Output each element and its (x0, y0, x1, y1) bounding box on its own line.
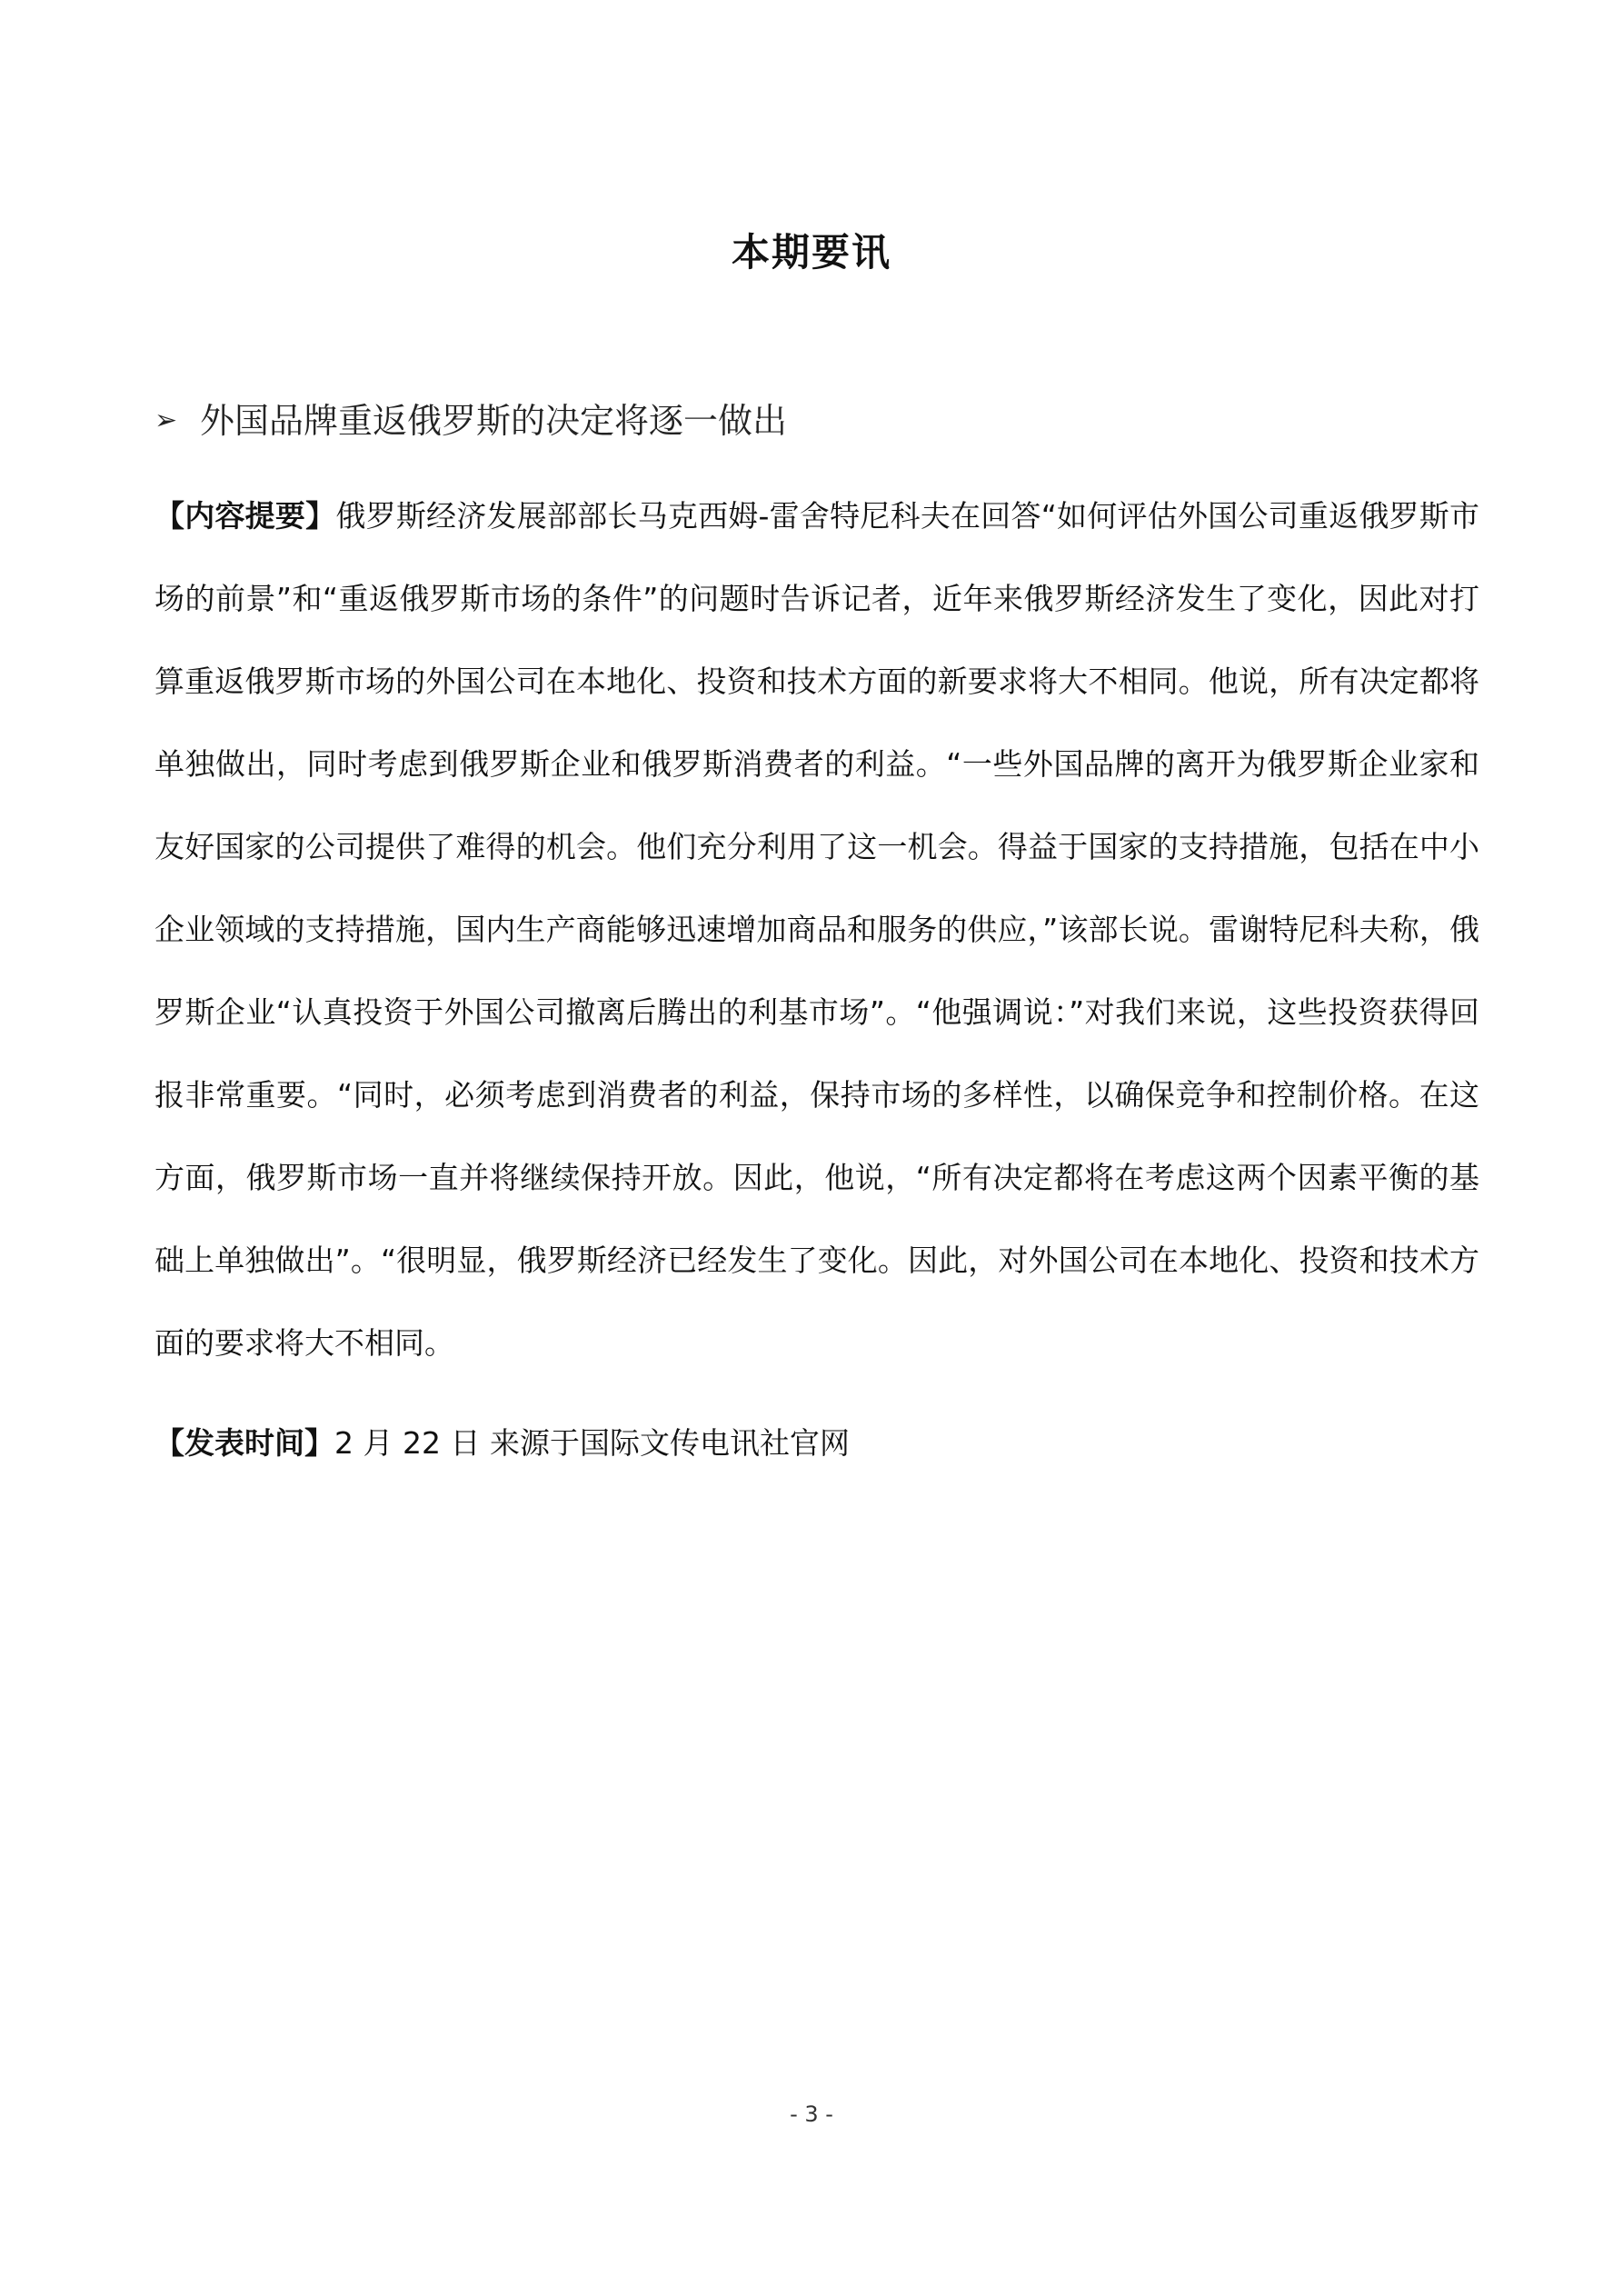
page-title: 本期要讯 (731, 230, 891, 275)
published-text: 2 月 22 日 来源于国际文传电讯社官网 (334, 1425, 850, 1461)
summary-label: 【内容提要】 (154, 498, 336, 534)
summary-text: 俄罗斯经济发展部部长马克西姆-雷舍特尼科夫在回答“如何评估外国公司重返俄罗斯市场的前景”和“重返俄罗斯市场的条件”的问题时告诉记者，近年来俄罗斯经济发生了变化，因此对打算重返俄罗斯市场的外国公司在本地化、投资和技术方面的新要求将大不相同。他说，所有决定都将单独做出，同时考虑到俄罗斯企业和俄罗斯消费者的利益。“一些外国品牌的离开为俄罗斯企业家和友好国家的公司提供了难得的机会。他们充分利用了这一机会。得益于国家的支持措施，包括在中小企业领域的支持措施，国内生产商能够迅速增加商品和服务的供应，”该部长说。雷谢特尼科夫称，俄罗斯企业“认真投资于外国公司撤离后腾出的利基市场”。“他强调说：”对我们来说，这些投资获得回报非常重要。“同时，必须考虑到消费者的利益，保持市场的多样性，以确保竞争和控制价格。在这方面，俄罗斯市场一直并将继续保持开放。因此，他说，“所有决定都将在考虑这两个因素平衡的基础上单独做出”。“很明显，俄罗斯经济已经发生了变化。因此，对外国公司在本地化、投资和技术方面的要求将大不相同。 (154, 498, 1480, 1361)
published-label: 【发表时间】 (154, 1425, 334, 1461)
arrow-bullet-icon: ➢ (154, 404, 178, 436)
content-summary (154, 474, 1479, 1384)
article-headline (154, 395, 1481, 446)
page-number: - 3 - (790, 2101, 833, 2127)
publish-info (154, 1416, 1479, 1471)
headline-text: 外国品牌重返俄罗斯的决定将逐一做出 (200, 401, 788, 441)
